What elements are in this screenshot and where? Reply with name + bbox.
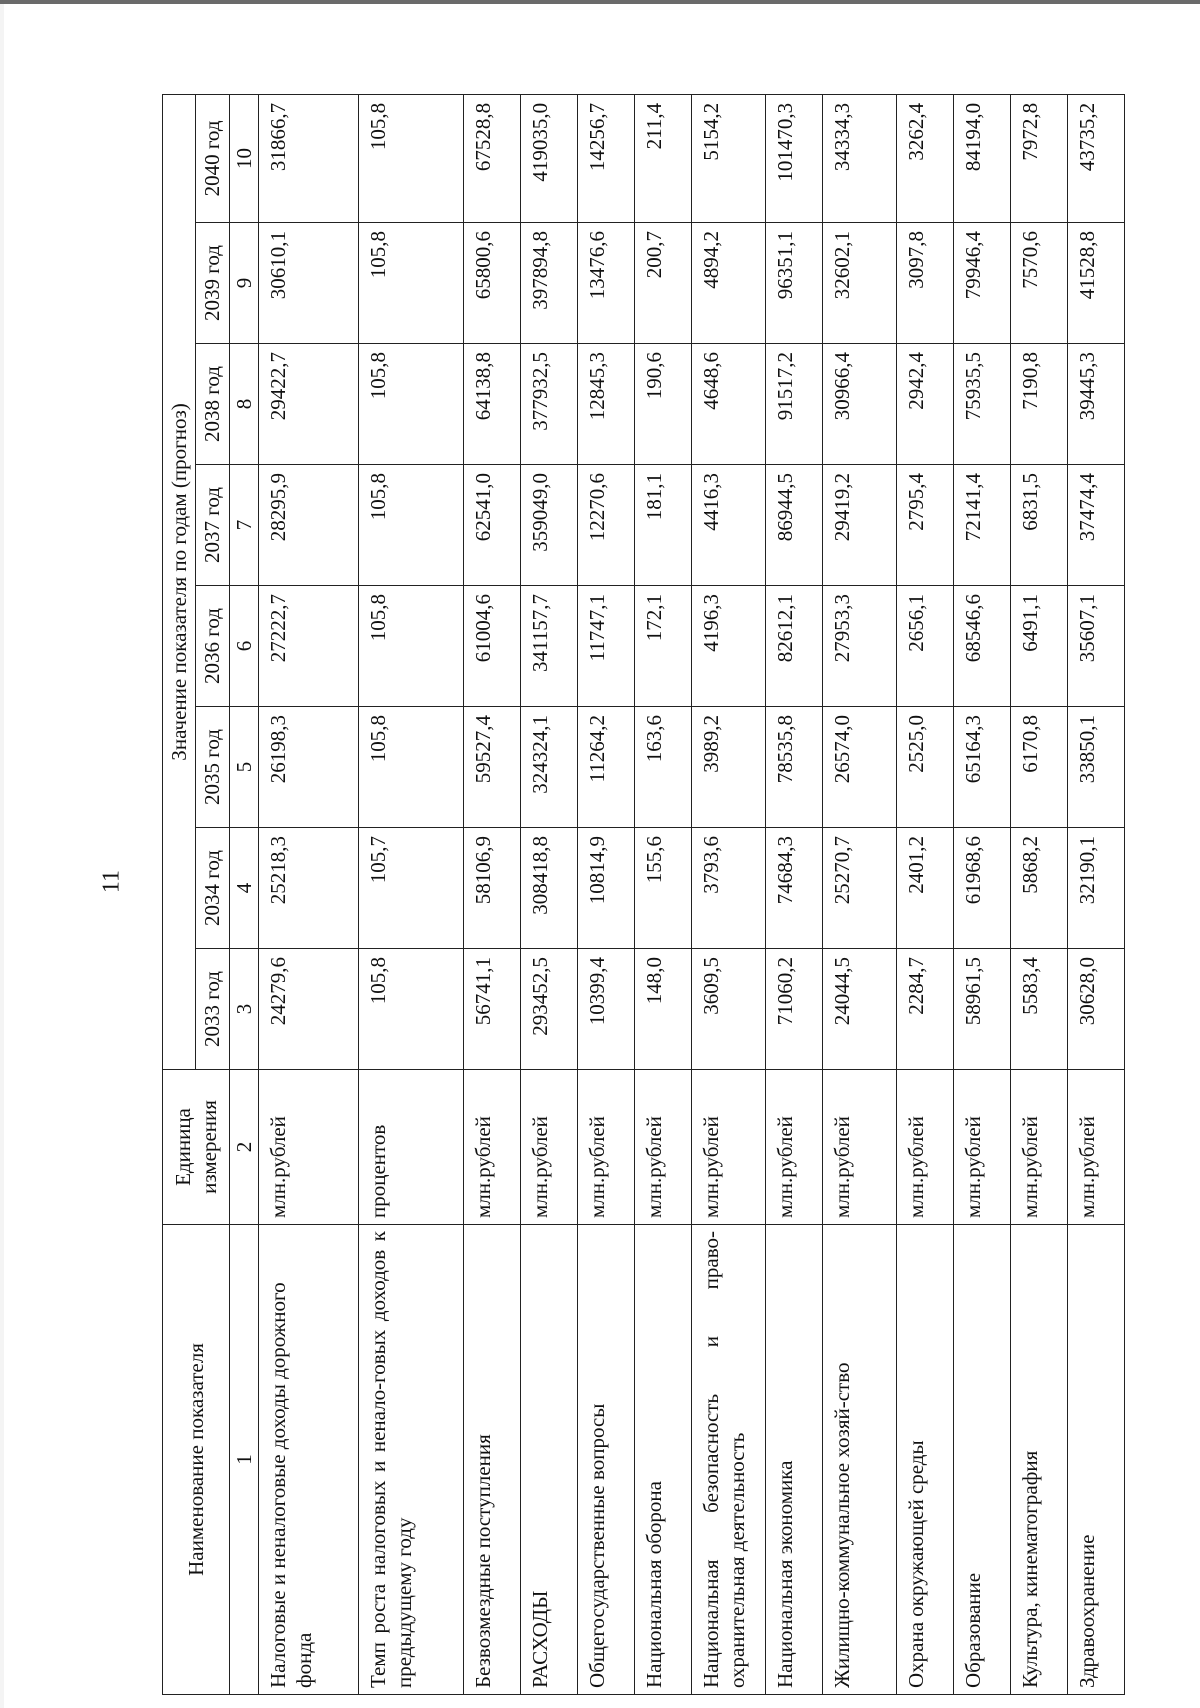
- row-name: Охрана окружающей среды: [896, 1225, 953, 1695]
- row-value: 105,8: [358, 949, 463, 1070]
- table-row: [765, 94, 822, 1694]
- row-value: 72141,4: [953, 465, 1010, 586]
- row-value: 78535,8: [765, 707, 822, 828]
- row-value: 56741,1: [463, 949, 520, 1070]
- row-value: 71060,2: [765, 949, 822, 1070]
- row-unit: млн.рублей: [634, 1070, 691, 1225]
- table-row: [634, 94, 691, 1694]
- table-row: [691, 94, 765, 1694]
- row-value: 105,8: [358, 344, 463, 465]
- row-value: 68546,6: [953, 586, 1010, 707]
- row-value: 359049,0: [520, 465, 577, 586]
- column-number: 2: [229, 1070, 258, 1225]
- row-name: Культура, кинематография: [1010, 1225, 1067, 1695]
- row-value: 41528,8: [1067, 223, 1124, 344]
- header-year: 2034 год: [196, 828, 229, 949]
- row-value: 27222,7: [258, 586, 358, 707]
- table-row: [577, 94, 634, 1694]
- row-name: Национальная экономика: [765, 1225, 822, 1695]
- row-value: 30610,1: [258, 223, 358, 344]
- row-value: 59527,4: [463, 707, 520, 828]
- column-number: 1: [229, 1225, 258, 1695]
- row-value: 148,0: [634, 949, 691, 1070]
- row-value: 61004,6: [463, 586, 520, 707]
- page-number: 11: [98, 869, 125, 894]
- row-value: 24044,5: [822, 949, 896, 1070]
- row-value: 5583,4: [1010, 949, 1067, 1070]
- table-row: [822, 94, 896, 1694]
- row-value: 7972,8: [1010, 94, 1067, 222]
- row-value: 32190,1: [1067, 828, 1124, 949]
- header-year: 2040 год: [196, 94, 229, 222]
- row-value: 2795,4: [896, 465, 953, 586]
- row-value: 62541,0: [463, 465, 520, 586]
- row-unit: млн.рублей: [691, 1070, 765, 1225]
- row-value: 5868,2: [1010, 828, 1067, 949]
- header-year: 2035 год: [196, 707, 229, 828]
- row-unit: млн.рублей: [258, 1070, 358, 1225]
- row-name: Темп роста налоговых и ненало-говых доходов к предыдущему году: [358, 1225, 463, 1695]
- row-value: 172,1: [634, 586, 691, 707]
- row-value: 324324,1: [520, 707, 577, 828]
- row-value: 91517,2: [765, 344, 822, 465]
- row-value: 26198,3: [258, 707, 358, 828]
- table-row: [463, 94, 520, 1694]
- table-row: [953, 94, 1010, 1694]
- row-unit: млн.рублей: [577, 1070, 634, 1225]
- header-name: Наименование показателя: [163, 1225, 230, 1695]
- row-value: 28295,9: [258, 465, 358, 586]
- row-value: 82612,1: [765, 586, 822, 707]
- table-row: [1067, 94, 1124, 1694]
- row-value: 2525,0: [896, 707, 953, 828]
- row-value: 105,8: [358, 465, 463, 586]
- row-value: 3609,5: [691, 949, 765, 1070]
- row-value: 4196,3: [691, 586, 765, 707]
- row-value: 65164,3: [953, 707, 1010, 828]
- row-value: 105,8: [358, 586, 463, 707]
- header-unit: Единица измерения: [163, 1070, 230, 1225]
- row-value: 155,6: [634, 828, 691, 949]
- row-value: 30966,4: [822, 344, 896, 465]
- row-value: 3262,4: [896, 94, 953, 222]
- header-year: 2033 год: [196, 949, 229, 1070]
- row-value: 96351,1: [765, 223, 822, 344]
- table-row: [258, 94, 358, 1694]
- row-value: 11264,2: [577, 707, 634, 828]
- row-value: 2401,2: [896, 828, 953, 949]
- row-value: 105,7: [358, 828, 463, 949]
- row-value: 29422,7: [258, 344, 358, 465]
- row-value: 7190,8: [1010, 344, 1067, 465]
- row-value: 12270,6: [577, 465, 634, 586]
- row-value: 32602,1: [822, 223, 896, 344]
- row-value: 14256,7: [577, 94, 634, 222]
- row-value: 86944,5: [765, 465, 822, 586]
- row-value: 181,1: [634, 465, 691, 586]
- column-number: 3: [229, 949, 258, 1070]
- row-value: 10814,9: [577, 828, 634, 949]
- row-value: 65800,6: [463, 223, 520, 344]
- row-value: 5154,2: [691, 94, 765, 222]
- row-value: 29419,2: [822, 465, 896, 586]
- row-value: 419035,0: [520, 94, 577, 222]
- row-value: 37474,4: [1067, 465, 1124, 586]
- row-value: 105,8: [358, 707, 463, 828]
- row-name: Общегосударственные вопросы: [577, 1225, 634, 1695]
- row-name: Национальная оборона: [634, 1225, 691, 1695]
- row-unit: млн.рублей: [1010, 1070, 1067, 1225]
- column-number: 9: [229, 223, 258, 344]
- row-name: Здравоохранение: [1067, 1225, 1124, 1695]
- row-value: 163,6: [634, 707, 691, 828]
- column-number: 10: [229, 94, 258, 222]
- row-value: 200,7: [634, 223, 691, 344]
- row-value: 2942,4: [896, 344, 953, 465]
- row-value: 34334,3: [822, 94, 896, 222]
- table-row: [896, 94, 953, 1694]
- row-name: Образование: [953, 1225, 1010, 1695]
- row-unit: млн.рублей: [463, 1070, 520, 1225]
- column-number: 5: [229, 707, 258, 828]
- row-unit: млн.рублей: [953, 1070, 1010, 1225]
- row-value: 308418,8: [520, 828, 577, 949]
- header-year: 2037 год: [196, 465, 229, 586]
- row-value: 27953,3: [822, 586, 896, 707]
- row-value: 84194,0: [953, 94, 1010, 222]
- table-row: [520, 94, 577, 1694]
- row-value: 26574,0: [822, 707, 896, 828]
- row-value: 341157,7: [520, 586, 577, 707]
- row-value: 12845,3: [577, 344, 634, 465]
- row-value: 75935,5: [953, 344, 1010, 465]
- row-value: 101470,3: [765, 94, 822, 222]
- column-number: 7: [229, 465, 258, 586]
- row-value: 190,6: [634, 344, 691, 465]
- row-value: 13476,6: [577, 223, 634, 344]
- header-year: 2039 год: [196, 223, 229, 344]
- row-value: 39445,3: [1067, 344, 1124, 465]
- table-row: [358, 94, 463, 1694]
- row-value: 105,8: [358, 94, 463, 222]
- row-value: 79946,4: [953, 223, 1010, 344]
- row-value: 2284,7: [896, 949, 953, 1070]
- row-value: 6831,5: [1010, 465, 1067, 586]
- row-name: Жилищно-коммунальное хозяй-ство: [822, 1225, 896, 1695]
- row-value: 64138,8: [463, 344, 520, 465]
- row-value: 67528,8: [463, 94, 520, 222]
- row-unit: млн.рублей: [765, 1070, 822, 1225]
- row-unit: процентов: [358, 1070, 463, 1225]
- row-unit: млн.рублей: [896, 1070, 953, 1225]
- row-value: 3989,2: [691, 707, 765, 828]
- row-value: 30628,0: [1067, 949, 1124, 1070]
- forecast-table: [162, 94, 1125, 1695]
- row-name: Налоговые и неналоговые доходы дорожного фонда: [258, 1225, 358, 1695]
- row-value: 58961,5: [953, 949, 1010, 1070]
- row-value: 25218,3: [258, 828, 358, 949]
- row-value: 3793,6: [691, 828, 765, 949]
- row-value: 293452,5: [520, 949, 577, 1070]
- row-value: 33850,1: [1067, 707, 1124, 828]
- row-value: 61968,6: [953, 828, 1010, 949]
- header-year: 2036 год: [196, 586, 229, 707]
- row-value: 2656,1: [896, 586, 953, 707]
- header-group: Значение показателя по годам (прогноз): [163, 94, 196, 1069]
- row-value: 3097,8: [896, 223, 953, 344]
- row-value: 24279,6: [258, 949, 358, 1070]
- row-value: 211,4: [634, 94, 691, 222]
- row-value: 43735,2: [1067, 94, 1124, 222]
- row-unit: млн.рублей: [1067, 1070, 1124, 1225]
- row-value: 6170,8: [1010, 707, 1067, 828]
- row-name: Национальная безопасность и право-охранительная деятельность: [691, 1225, 765, 1695]
- row-value: 74684,3: [765, 828, 822, 949]
- row-value: 35607,1: [1067, 586, 1124, 707]
- row-value: 10399,4: [577, 949, 634, 1070]
- column-number: 4: [229, 828, 258, 949]
- row-value: 6491,1: [1010, 586, 1067, 707]
- row-value: 105,8: [358, 223, 463, 344]
- row-value: 31866,7: [258, 94, 358, 222]
- row-value: 58106,9: [463, 828, 520, 949]
- table-row: [1010, 94, 1067, 1694]
- row-value: 4894,2: [691, 223, 765, 344]
- row-value: 4648,6: [691, 344, 765, 465]
- row-name: Безвозмездные поступления: [463, 1225, 520, 1695]
- row-value: 7570,6: [1010, 223, 1067, 344]
- row-value: 397894,8: [520, 223, 577, 344]
- column-number: 6: [229, 586, 258, 707]
- row-value: 377932,5: [520, 344, 577, 465]
- row-unit: млн.рублей: [520, 1070, 577, 1225]
- row-value: 11747,1: [577, 586, 634, 707]
- column-number: 8: [229, 344, 258, 465]
- row-value: 25270,7: [822, 828, 896, 949]
- header-year: 2038 год: [196, 344, 229, 465]
- row-name: РАСХОДЫ: [520, 1225, 577, 1695]
- row-value: 4416,3: [691, 465, 765, 586]
- row-unit: млн.рублей: [822, 1070, 896, 1225]
